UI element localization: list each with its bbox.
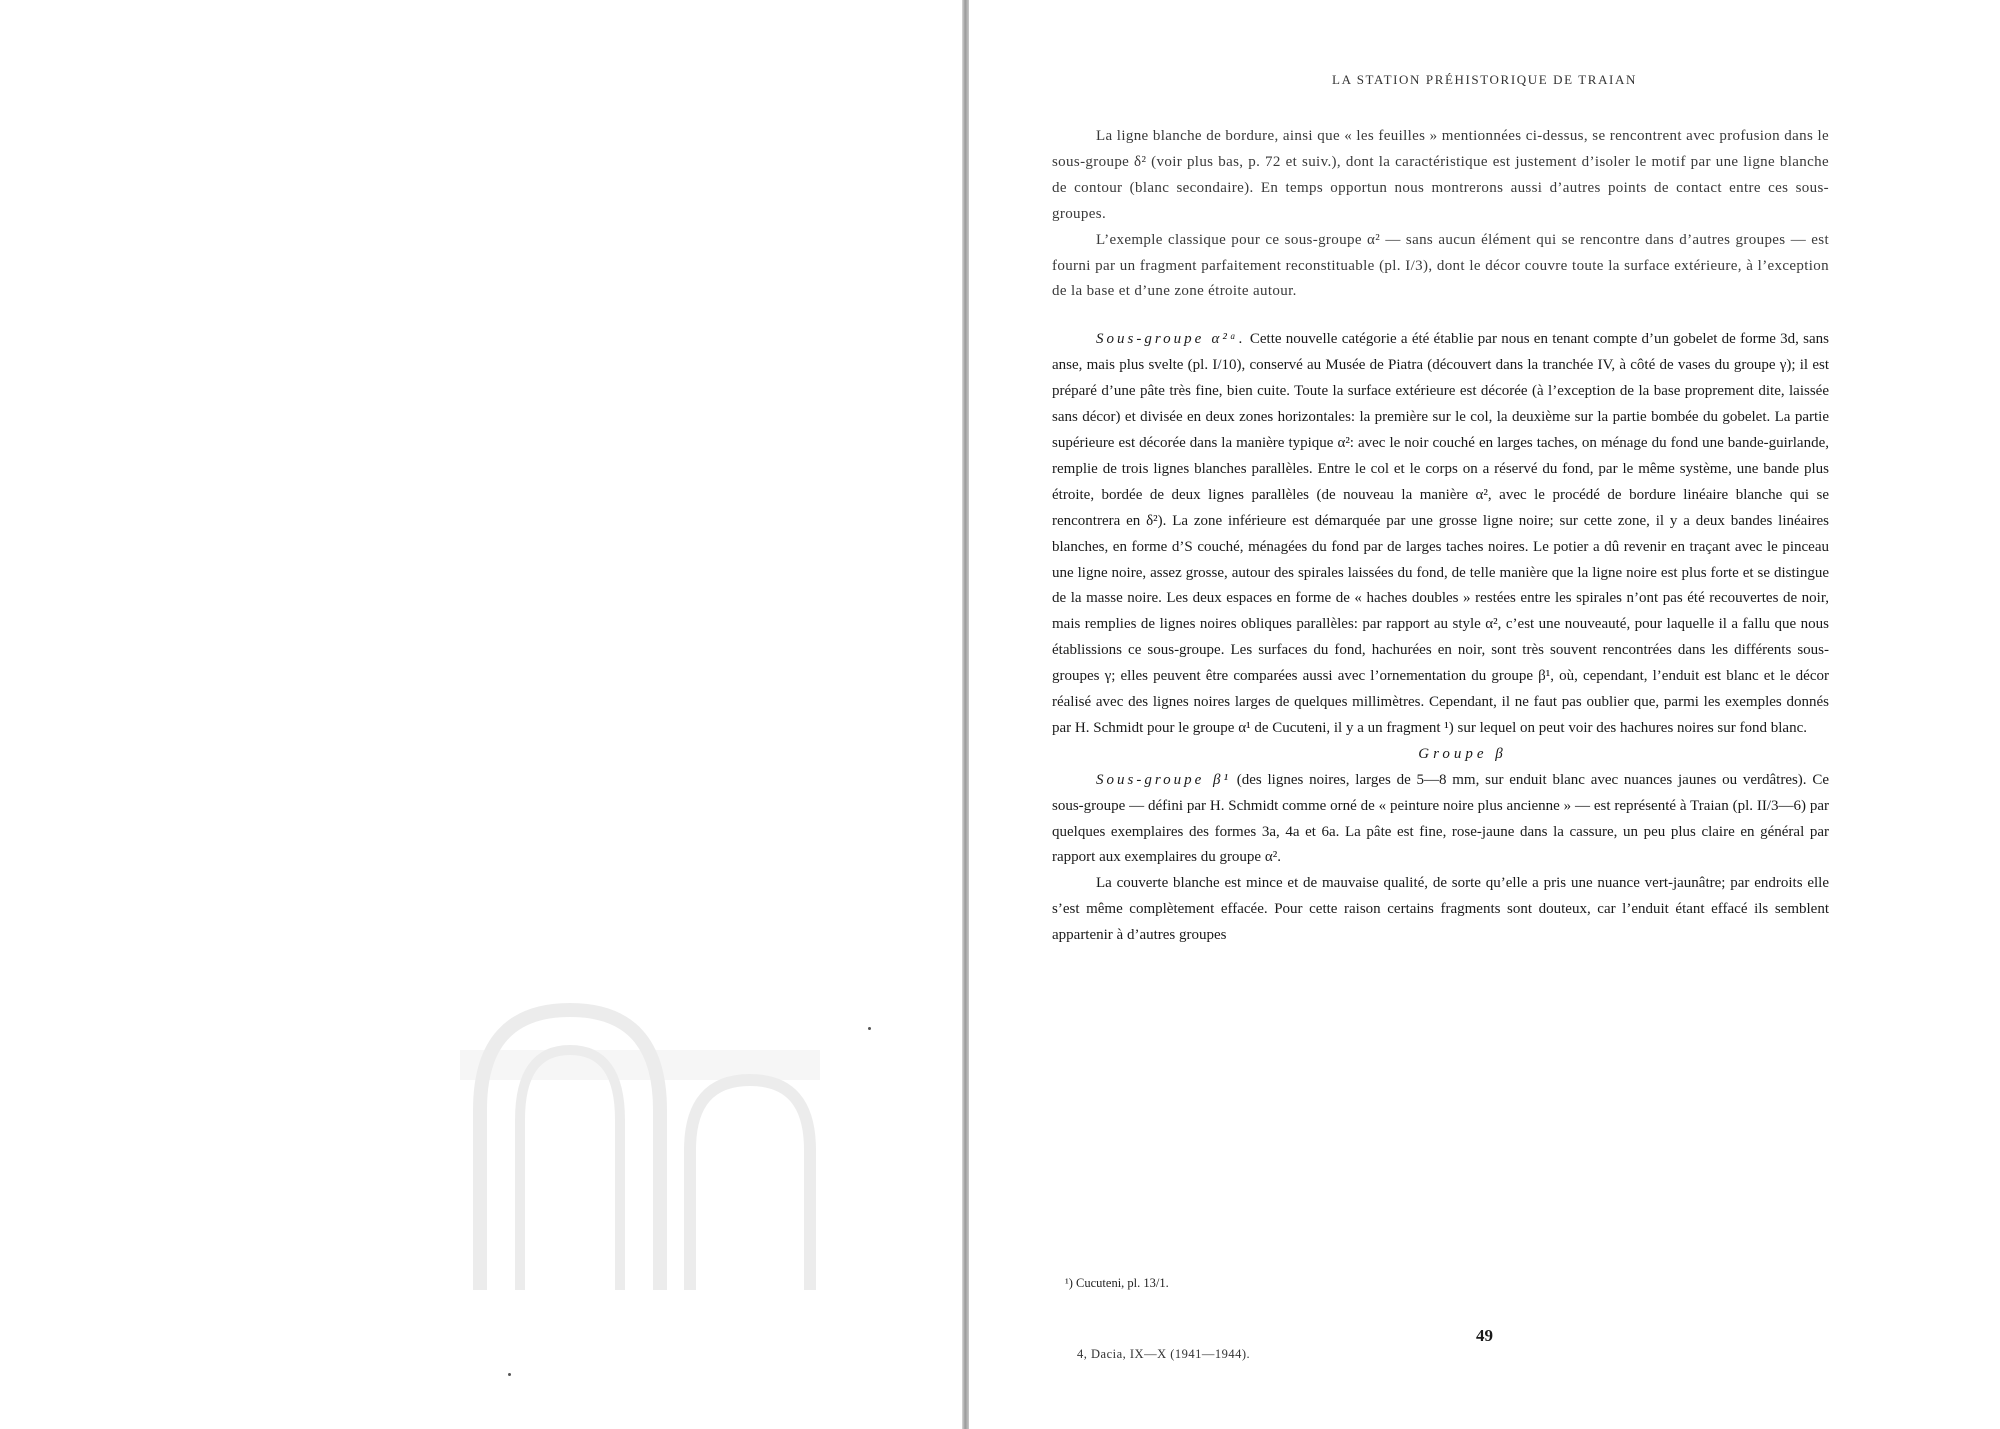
- right-page: [969, 0, 2000, 1429]
- show-through-illustration: [460, 990, 820, 1310]
- footnote: ¹) Cucuteni, pl. 13/1.: [1065, 1276, 1169, 1290]
- paragraph-5: La couverte blanche est mince et de mauvaise qualité, de sorte qu’elle a pris une nuance vert-jaunâtre; par endroits elle s’est même complètement effacée. Pour cette raison certains fragments sont douteux, car l’enduit étant effacé ils semblent appartenir à d’autres groupes: [1052, 875, 1829, 944]
- printer-signature: 4, Dacia, IX—X (1941—1944).: [1077, 1347, 1251, 1361]
- left-page-blank: [0, 0, 962, 1429]
- section-heading-groupe-beta: Groupe β: [1418, 745, 1507, 762]
- page-number: 49: [1476, 1326, 1493, 1345]
- paragraph-4-text: (des lignes noires, larges de 5—8 mm, sur enduit blanc avec nuances jaunes ou verdâtres). Ce sous-groupe — défini par H. Schmidt comme orné de « peinture noire plus ancienne » — est représenté à Traian (pl. II/3—6) par quelques exemplaires des formes 3a, 4a et 6a. La pâte est fine, rose-jaune dans la cassure, un peu plus claire en général par rapport aux exemplaires du groupe α².: [1052, 771, 1829, 866]
- book-gutter: [962, 0, 969, 1429]
- speck-mark: [508, 1373, 511, 1376]
- running-head: LA STATION PRÉHISTORIQUE DE TRAIAN: [1332, 72, 1637, 87]
- body-text: [1052, 124, 1829, 949]
- paragraph-3: [1052, 327, 1829, 742]
- paragraph-2: L’exemple classique pour ce sous-groupe α² — sans aucun élément qui se rencontre dans d’autres groupes — est fourni par un fragment parfaitement reconstituable (pl. I/3), dont le décor couvre toute la surface extérieure, à l’exception de la base et d’une zone étroite autour.: [1052, 231, 1829, 300]
- paragraph-1: La ligne blanche de bordure, ainsi que « les feuilles » mentionnées ci-dessus, se rencontrent avec profusion dans le sous-groupe δ² (voir plus bas, p. 72 et suiv.), dont la caractéristique est justement d’isoler le motif par une ligne blanche de contour (blanc secondaire). En temps opportun nous montrerons aussi d’autres points de contact entre ces sous-groupes.: [1052, 128, 1829, 222]
- paragraph-4: [1052, 768, 1829, 872]
- speck-mark: [868, 1027, 871, 1030]
- paragraph-3-text: Cette nouvelle catégorie a été établie par nous en tenant compte d’un gobelet de forme 3d, sans anse, mais plus svelte (pl. I/10), conservé au Musée de Piatra (découvert dans la tranchée IV, à côté de vases du groupe γ); il est préparé d’une pâte très fine, bien cuite. Toute la surface extérieure est décorée (à l’exception de la base proprement dite, laissée sans décor) et divisée en deux zones horizontales: la première sur le col, la deuxième sur la partie bombée du gobelet. La partie supérieure est décorée dans la manière typique α²: avec le noir couché en larges taches, on ménage du fond une bande-guirlande, remplie de trois lignes blanches parallèles. Entre le col et le corps on a réservé du fond, par le même système, une bande plus étroite, bordée de deux lignes parallèles (de nouveau la manière α², avec le procédé de bordure linéaire blanche qui se rencontrera en δ²). La zone inférieure est démarquée par une grosse ligne noire; sur cette zone, il y a deux bandes linéaires blanches, en forme d’S couché, ménagées du fond par de larges taches noires. Le potier a dû revenir en traçant avec le pinceau une ligne noire, assez grosse, autour des spirales laissées du fond, de telle manière que la ligne noire est plus forte et se distingue de la masse noire. Les deux espaces en forme de « haches doubles » restées entre les spirales n’ont pas été recouvertes de noir, mais remplies de lignes noires obliques parallèles: par rapport au style α², c’est une nouveauté, pour laquelle il a fallu que nous établissions ce sous-groupe. Les surfaces du fond, hachurées en noir, sont très souvent rencontrées dans les différents sous-groupes γ; elles peuvent être comparées aussi avec l’ornementation du groupe β¹, où, cependant, l’enduit est blanc et le décor réalisé avec des lignes noires larges de quelques millimètres. Cependant, il ne faut pas oublier que, parmi les exemples donnés par H. Schmidt pour le groupe α¹ de Cucuteni, il y a un fragment ¹) sur lequel on peut voir des hachures noires sur fond blanc.: [1052, 331, 1829, 736]
- subgroup-label-b1: Sous-groupe β¹: [1096, 771, 1231, 788]
- subgroup-label-a2a: Sous-groupe α²ᵃ.: [1096, 331, 1246, 348]
